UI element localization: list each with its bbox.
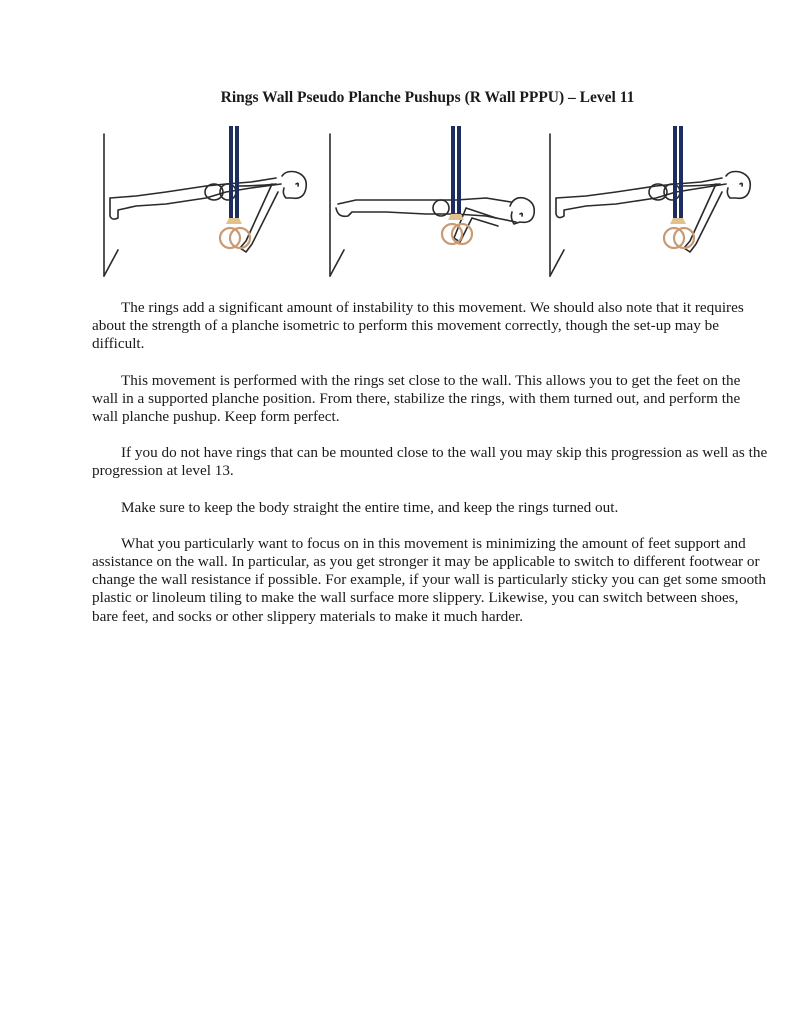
figure-bottom-position [326, 126, 541, 281]
paragraph-skip: If you do not have rings that can be mounted close to the wall you may skip this progression as well as the progression at level 13. [92, 444, 768, 480]
body-text [92, 299, 768, 644]
floor-line [330, 250, 344, 276]
figure-top-position-repeat [546, 126, 761, 281]
figure-top-position [96, 126, 321, 281]
planche-illustration-3 [546, 126, 761, 281]
head [282, 172, 306, 199]
head [510, 198, 534, 224]
floor-line [550, 250, 564, 276]
illustration-strip [96, 126, 766, 281]
planche-illustration-2 [326, 126, 541, 281]
strap-left [451, 126, 455, 214]
strap-left [673, 126, 677, 218]
head [726, 172, 750, 199]
leg-outline [110, 184, 281, 219]
planche-illustration-1 [96, 126, 321, 281]
page-title: Rings Wall Pseudo Planche Pushups (R Wall PPPU) – Level 11 [220, 89, 635, 106]
strap-left [229, 126, 233, 218]
floor-line [104, 250, 118, 276]
paragraph-form: Make sure to keep the body straight the entire time, and keep the rings turned out. [121, 498, 619, 516]
strap-right [235, 126, 239, 218]
strap-right [457, 126, 461, 214]
paragraph-setup: This movement is performed with the rings set close to the wall. This allows you to get the feet on the wall in a supported planche position. From there, stabilize the rings, with them turned out, and perform the wall planche pushup. Keep form perfect. [92, 371, 741, 426]
paragraph-instability: The rings add a significant amount of instability to this movement. We should also note that it requires about the strength of a planche isometric to perform this movement correctly, though the set-up may be difficult. [92, 299, 744, 353]
paragraph-focus: What you particularly want to focus on in this movement is minimizing the amount of feet support and assistance on the wall. In particular, as you get stronger it may be applicable to switch to different footwear or change the wall resistance if possible. For example, if your wall is particularly sticky you can get some smooth plastic or linoleum tiling to make the wall surface more slippery. Likewise, you can switch between shoes, bare feet, and socks or other slippery materials to make it much harder. [92, 534, 766, 625]
strap-right [679, 126, 683, 218]
